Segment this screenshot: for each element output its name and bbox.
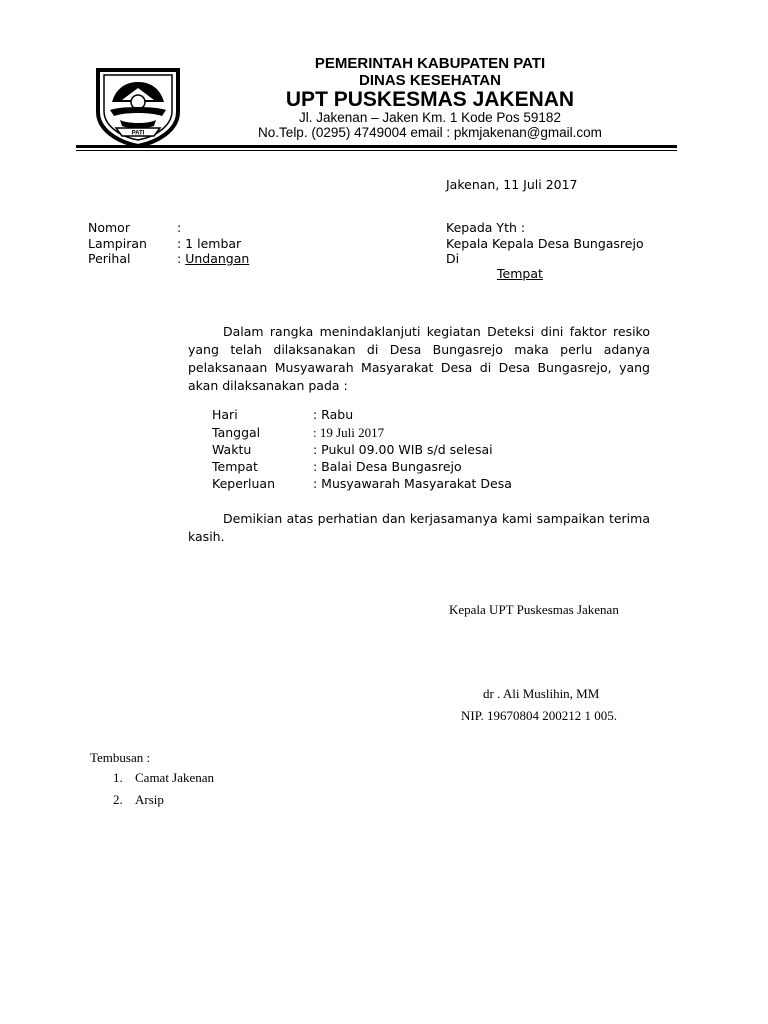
- letterhead-government: PEMERINTAH KABUPATEN PATI: [314, 55, 546, 72]
- letter-date: Jakenan, 11 Juli 2017: [446, 177, 578, 192]
- recipient-greeting: Kepada Yth :: [446, 220, 526, 235]
- recipient-di: Di: [446, 251, 460, 266]
- meta-perihal-subject: Undangan: [185, 251, 250, 266]
- closing-line: kasih.: [188, 529, 225, 544]
- detail-value: : 19 Juli 2017: [313, 425, 385, 440]
- body-paragraph: [188, 323, 650, 395]
- body-line: akan dilaksanakan pada :: [188, 378, 348, 393]
- detail-label: Tempat: [212, 459, 258, 474]
- cc-item-number: 1.: [113, 770, 123, 785]
- signature-nip: NIP. 19670804 200212 1 005.: [461, 708, 618, 723]
- meta-nomor-label: Nomor: [88, 220, 130, 235]
- letterhead-department: DINAS KESEHATAN: [359, 72, 501, 89]
- letterhead-institution: UPT PUSKESMAS JAKENAN: [285, 88, 575, 111]
- body-line: yang telah dilaksanakan di Desa Bungasrejo maka perlu adanya: [188, 342, 650, 357]
- meta-lampiran-value: : 1 lembar: [177, 236, 242, 251]
- meta-perihal-label: Perihal: [88, 251, 131, 266]
- meta-perihal-value: [177, 251, 249, 266]
- meta-nomor-value: :: [177, 220, 182, 235]
- detail-label: Waktu: [212, 442, 252, 457]
- cc-item-text: Arsip: [135, 792, 164, 807]
- letterhead-contact: No.Telp. (0295) 4749004 email : pkmjakenan@gmail.com: [258, 125, 602, 140]
- letterhead-divider-thin: [76, 150, 677, 151]
- closing-paragraph: [188, 510, 650, 546]
- closing-line: Demikian atas perhatian dan kerjasamanya kami sampaikan terima: [223, 511, 650, 526]
- letterhead-address: Jl. Jakenan – Jaken Km. 1 Kode Pos 59182: [299, 110, 561, 125]
- detail-value: : Pukul 09.00 WIB s/d selesai: [313, 442, 493, 457]
- meta-lampiran-label: Lampiran: [88, 236, 147, 251]
- detail-value: : Musyawarah Masyarakat Desa: [313, 476, 512, 491]
- recipient-name: Kepala Kepala Desa Bungasrejo: [446, 236, 644, 251]
- body-line: pelaksanaan Musyawarah Masyarakat Desa di Desa Bungasrejo, yang: [188, 360, 650, 375]
- signature-name: dr . Ali Muslihin, MM: [483, 686, 600, 701]
- body-line: Dalam rangka menindaklanjuti kegiatan Deteksi dini faktor resiko: [223, 324, 650, 339]
- logo-ribbon-text: PATI: [131, 130, 145, 137]
- detail-value: : Balai Desa Bungasrejo: [313, 459, 462, 474]
- meta-perihal-colon: :: [177, 251, 186, 266]
- cc-item-text: Camat Jakenan: [135, 770, 215, 785]
- cc-item-number: 2.: [113, 792, 123, 807]
- letterhead-divider-thick: [76, 145, 677, 148]
- signature-title: Kepala UPT Puskesmas Jakenan: [449, 602, 619, 617]
- detail-label: Tanggal: [212, 425, 261, 440]
- cc-heading: Tembusan :: [90, 750, 151, 765]
- detail-label: Hari: [212, 407, 238, 422]
- detail-label: Keperluan: [212, 476, 276, 491]
- recipient-place: Tempat: [497, 266, 543, 281]
- detail-value: : Rabu: [313, 407, 354, 422]
